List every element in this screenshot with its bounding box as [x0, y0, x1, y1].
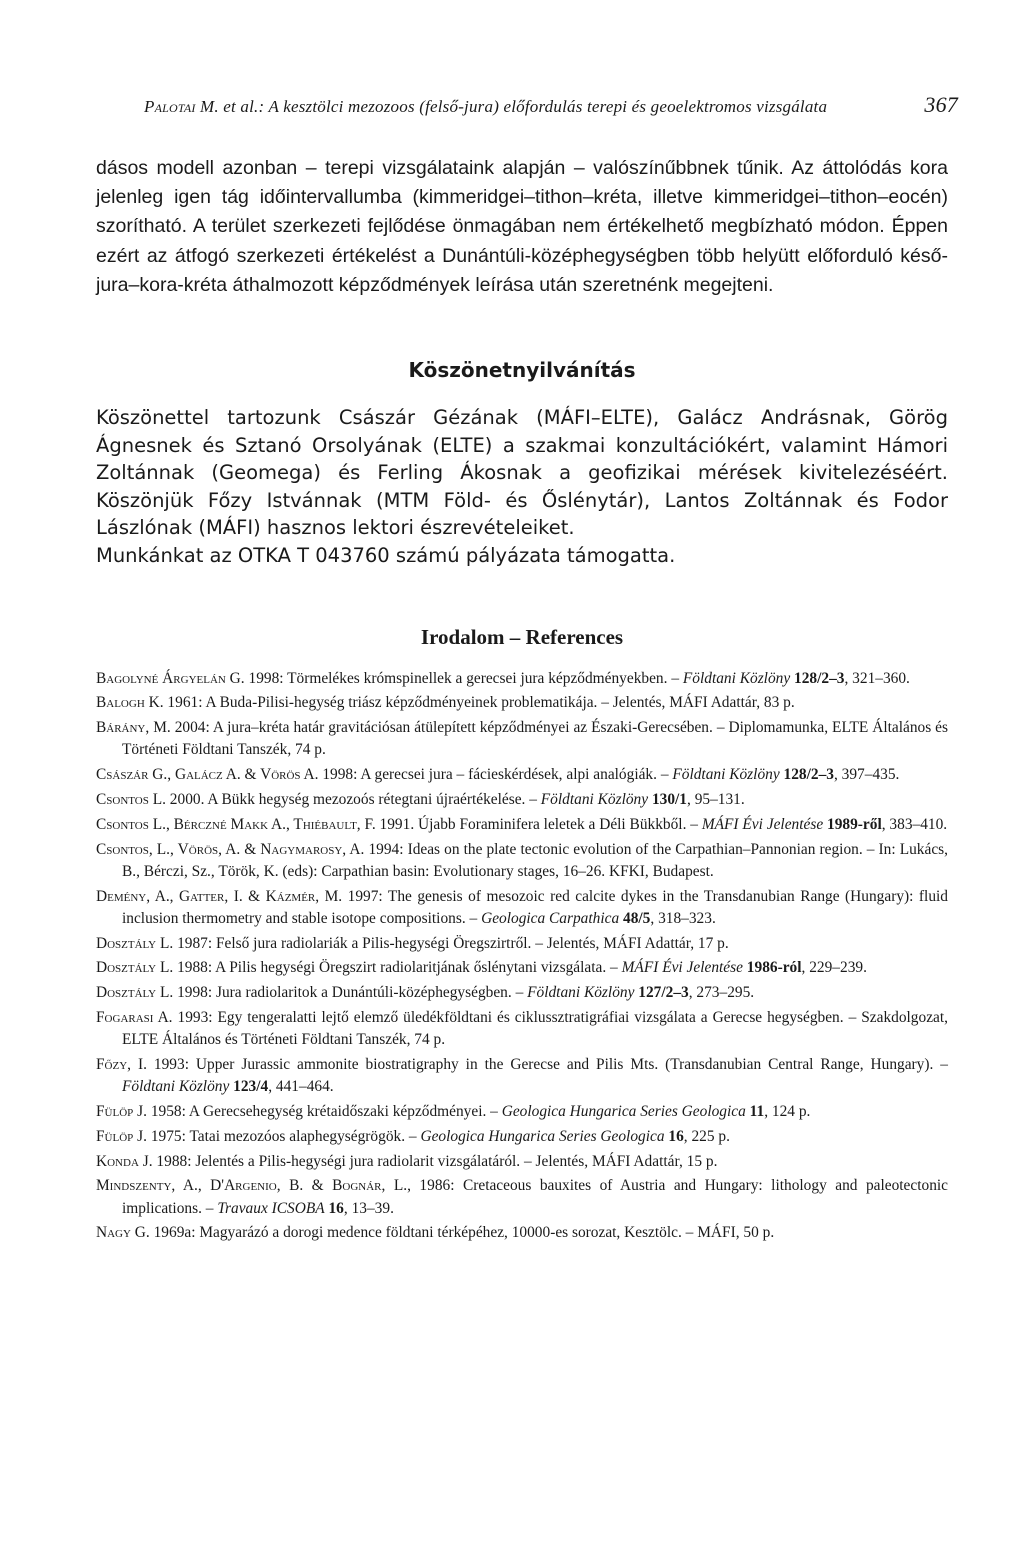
reference-text: 1987: Felső jura radiolariák a Pilis-hegységi Öregszirtről. – Jelentés, MÁFI Adattár, 17 p.	[173, 934, 729, 952]
reference-pages: , 321–360.	[844, 669, 910, 687]
reference-item	[96, 789, 948, 811]
reference-authors: Fülöp J.	[96, 1102, 147, 1120]
reference-text: 1975: Tatai mezozóos alaphegységrögök. –	[146, 1127, 421, 1145]
reference-authors: Nagy G.	[96, 1224, 150, 1242]
reference-authors: Balogh K.	[96, 694, 164, 712]
reference-journal: Travaux ICSOBA	[217, 1199, 325, 1217]
running-title	[144, 97, 827, 117]
reference-text: 1993: Upper Jurassic ammonite biostratigraphy in the Gerecse and Pilis Mts. (Transdanubian Central Range, Hungary). –	[146, 1055, 948, 1073]
reference-volume: 16	[324, 1199, 344, 1217]
body-paragraph: dásos modell azonban – terepi vizsgálataink alapján – valószínűbbnek tűnik. Az áttolódás kora jelenleg igen tág időintervallumba (kimmeridgei–tithon–kréta, illetve kimmeridgei–tithon–eocén) szorítható. A terület szerkezeti fejlődése önmagában nem értékelhető megbízható módon. Éppen ezért az átfogó szerkezeti értékelést a Dunántúli-középhegységben több helyütt előforduló késő-jura–kora-kréta áthalmozott képződmények leírása után szeretnénk megejteni.	[96, 157, 948, 296]
reference-pages: , 441–464.	[268, 1078, 334, 1096]
reference-authors: Császár G., Galácz A. & Vörös A.	[96, 766, 319, 784]
reference-item	[96, 814, 948, 836]
reference-item	[96, 668, 948, 690]
reference-authors: Demény, A., Gatter, I. & Kázmér, M.	[96, 887, 343, 905]
reference-text: 1998: A gerecsei jura – fácieskérdések, alpi analógiák. –	[318, 766, 673, 784]
reference-authors: Csontos L., Bérczné Makk A., Thiébault, F.	[96, 815, 376, 833]
reference-journal: MÁFI Évi Jelentése	[621, 959, 743, 977]
reference-item	[96, 1101, 948, 1123]
reference-pages: , 124 p.	[764, 1102, 811, 1120]
reference-text: 1993: Egy tengeralatti lejtő elemző üledékföldtani és ciklussztratigráfiai vizsgálata a Gerecse hegységben. – Szakdolgozat, ELTE Általános és Történeti Földtani Tanszék, 74 p.	[122, 1008, 948, 1049]
reference-text: 1991. Újabb Foraminifera leletek a Déli Bükkből. –	[375, 815, 702, 833]
reference-journal: Geologica Carpathica	[481, 909, 620, 927]
reference-pages: , 273–295.	[688, 984, 755, 1002]
reference-text: 1961: A Buda-Pilisi-hegység triász képződményeinek problematikája. – Jelentés, MÁFI Adattár, 83 p.	[163, 694, 795, 712]
acknowledgement-heading: Köszönetnyilvánítás	[408, 358, 636, 383]
page	[96, 92, 958, 1247]
reference-volume: 127/2–3	[634, 984, 689, 1002]
reference-authors: Dosztály L.	[96, 984, 174, 1002]
reference-journal: Földtani Közlöny	[682, 669, 791, 687]
reference-journal: MÁFI Évi Jelentése	[701, 815, 824, 833]
reference-journal: Földtani Közlöny	[672, 766, 780, 784]
reference-journal: Földtani Közlöny	[540, 790, 649, 808]
reference-volume: 11	[745, 1102, 765, 1120]
reference-authors: Dosztály L.	[96, 959, 174, 977]
funding-note: Munkánkat az OTKA T 043760 számú pályázata támogatta.	[96, 543, 676, 567]
body-text	[96, 154, 948, 300]
reference-journal: Geologica Hungarica Series Geologica	[501, 1102, 746, 1120]
reference-volume: 48/5	[619, 909, 651, 927]
reference-pages: , 13–39.	[343, 1199, 394, 1217]
running-head	[144, 92, 958, 118]
running-etal: et al.	[218, 97, 259, 116]
reference-item	[96, 982, 948, 1004]
running-title-text: : A kesztölci mezozoos (felső-jura) előfordulás terepi és geoelektromos vizsgálata	[258, 97, 828, 116]
reference-item	[96, 1126, 948, 1148]
reference-pages: , 225 p.	[683, 1127, 730, 1145]
reference-item	[96, 764, 948, 786]
reference-pages: , 95–131.	[687, 790, 745, 808]
reference-authors: Fülöp J.	[96, 1127, 147, 1145]
reference-authors: Dosztály L.	[96, 934, 174, 952]
reference-volume: 1989-ről	[823, 815, 882, 833]
acknowledgement-paragraph: Köszönettel tartozunk Császár Gézának (MÁFI–ELTE), Galácz Andrásnak, Görög Ágnesnek és Sztanó Orsolyának (ELTE) a szakmai konzultációkért, valamint Hámori Zoltánnak (Geomega) és Ferling Ákosnak a geofizikai mérések kivitelezéséért. Köszönjük Főzy Istvánnak (MTM Föld- és Őslénytár), Lantos Zoltánnak és Fodor Lászlónak (MÁFI) hasznos lektori észrevételeiket.	[96, 406, 948, 540]
reference-authors: Konda J.	[96, 1152, 153, 1170]
reference-authors: Főzy, I.	[96, 1055, 147, 1073]
reference-pages: , 383–410.	[881, 815, 948, 833]
reference-pages: , 318–323.	[650, 909, 716, 927]
reference-item	[96, 1054, 948, 1098]
reference-journal: Geologica Hungarica Series Geologica	[420, 1127, 665, 1145]
acknowledgement-section	[96, 404, 948, 570]
reference-item	[96, 692, 948, 714]
reference-journal: Földtani Közlöny	[122, 1078, 230, 1096]
reference-text: 1958: A Gerecsehegység krétaidőszaki képződményei. –	[146, 1102, 502, 1120]
reference-item	[96, 957, 948, 979]
reference-volume: 16	[664, 1127, 684, 1145]
reference-authors: Csontos L.	[96, 790, 166, 808]
reference-text: 1998: Jura radiolaritok a Dunántúli-középhegységben. –	[173, 984, 528, 1002]
reference-volume: 128/2–3	[779, 766, 834, 784]
reference-item	[96, 933, 948, 955]
reference-item	[96, 1175, 948, 1219]
reference-item	[96, 839, 948, 883]
reference-authors: Csontos, L., Vörös, A. & Nagymarosy, A.	[96, 840, 365, 858]
reference-text: 2000. A Bükk hegység mezozoós rétegtani újraértékelése. –	[165, 790, 541, 808]
reference-list	[96, 668, 948, 1245]
reference-item	[96, 1007, 948, 1051]
reference-volume: 1986-ról	[742, 959, 802, 977]
reference-text: 1988: Jelentés a Pilis-hegységi jura radiolarit vizsgálatáról. – Jelentés, MÁFI Adattár, 15 p.	[152, 1152, 718, 1170]
reference-item	[96, 717, 948, 761]
reference-item	[96, 1222, 948, 1244]
reference-authors: Bagolyné Árgyelán G.	[96, 669, 245, 687]
reference-text: 1997: The genesis of mesozoic red calcite dykes in the Transdanubian Range (Hungary): fluid inclusion thermometry and stable isotope compositions. –	[122, 887, 948, 927]
reference-volume: 128/2–3	[790, 669, 845, 687]
reference-text: 1994: Ideas on the plate tectonic evolution of the Carpathian–Pannonian region. – In: Lukács, B., Bérczi, Sz., Török, K. (eds): Carpathian basin: Evolutionary stages, 16–26. KFKI, Budapest.	[122, 840, 948, 880]
reference-item	[96, 1151, 948, 1173]
reference-text: , 1986: Cretaceous bauxites of Austria and Hungary: lithology and paleotectonic implications. –	[122, 1177, 948, 1217]
reference-authors: Fogarasi A.	[96, 1008, 173, 1026]
reference-journal: Földtani Közlöny	[527, 984, 635, 1002]
reference-text: 1969a: Magyarázó a dorogi medence földtani térképéhez, 10000-es sorozat, Kesztölc. – MÁFI, 50 p.	[149, 1224, 775, 1242]
reference-pages: , 229–239.	[801, 959, 867, 977]
reference-volume: 130/1	[648, 790, 687, 808]
references-heading: Irodalom – References	[420, 624, 624, 649]
running-author: Palotai M.	[144, 97, 219, 116]
page-number: 367	[924, 92, 958, 117]
reference-item	[96, 886, 948, 930]
reference-authors: Mindszenty, A., D'Argenio, B. & Bognár, L.	[96, 1177, 408, 1195]
reference-text: 1988: A Pilis hegységi Öregszirt radiolaritjának őslénytani vizsgálata. –	[173, 959, 622, 977]
reference-text: 2004: A jura–kréta határ gravitációsan átülepített képződményei az Északi-Gerecsében. – Diplomamunka, ELTE Általános és Történeti Földtani Tanszék, 74 p.	[122, 719, 948, 759]
reference-authors: Bárány, M.	[96, 719, 171, 737]
reference-text: 1998: Törmelékes krómspinellek a gerecsei jura képződményekben. –	[244, 669, 683, 687]
reference-pages: , 397–435.	[833, 766, 900, 784]
reference-volume: 123/4	[229, 1078, 269, 1096]
